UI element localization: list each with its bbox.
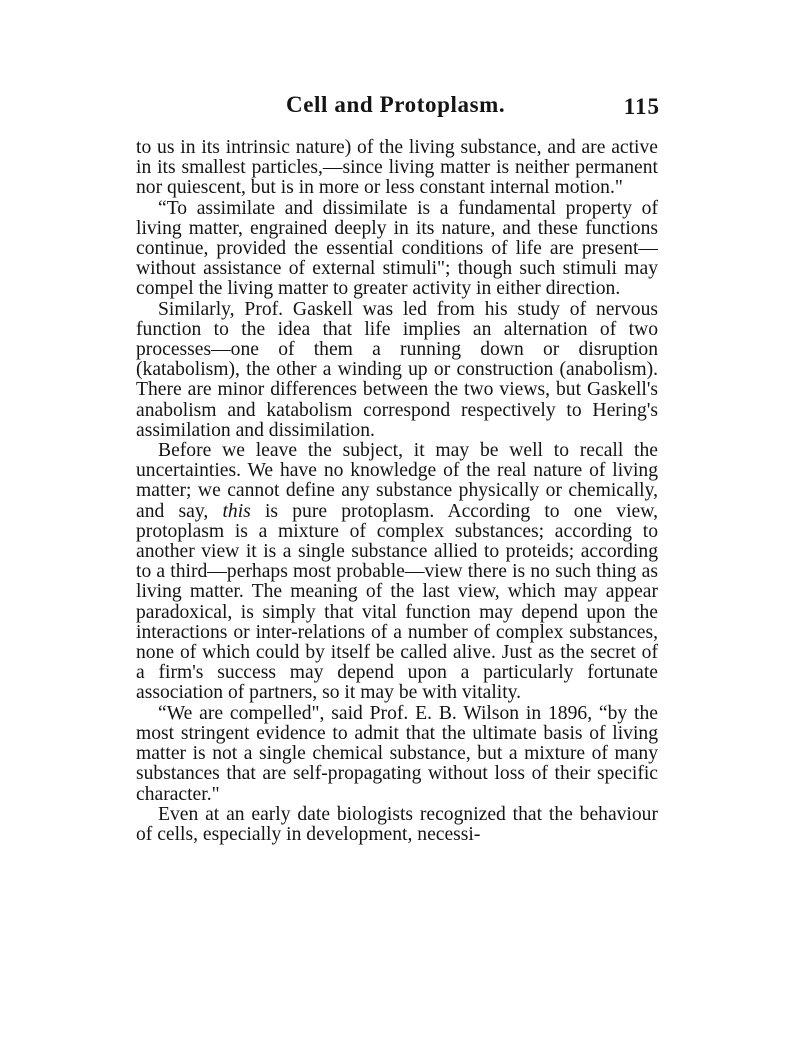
paragraph-uncertainties-after: is pure protoplasm. According to one view, protoplasm is a mixture of complex substances; according to another view it is a single substance allied to proteids; according to a third—perhaps most probable—view there is no such thing as living matter. The meaning of the last view, which may appear paradoxical, is simply that vital function may depend upon the interactions or inter-relations of a number of complex substances, none of which could by itself be called alive. Just as the secret of a firm's success may depend upon a particularly fortunate association of partners, so it may be with vitality. bbox=[136, 500, 658, 704]
body-text bbox=[136, 138, 658, 845]
emphasis-this: this bbox=[222, 500, 251, 522]
page-number: 115 bbox=[623, 94, 660, 119]
running-header bbox=[136, 92, 660, 128]
paragraph-quote-assimilate: “To assimilate and dissimilate is a fundamental property of living matter, engrained deeply in its nature, and these functions continue, provided the essential conditions of life are present—without assistance of external stimuli"; though such stimuli may compel the living matter to greater activity in either direction. bbox=[136, 197, 658, 300]
paragraph-wilson-quote: “We are compelled", said Prof. E. B. Wilson in 1896, “by the most stringent evidence to admit that the ultimate basis of living matter is not a single chemical substance, but a mixture of many substances that are self-propagating without loss of their specific character." bbox=[136, 702, 658, 805]
paragraph-continued: to us in its intrinsic nature) of the living substance, and are active in its smallest particles,—since living matter is neither permanent nor quiescent, but is in more or less constant internal motion." bbox=[136, 137, 658, 199]
running-title: Cell and Protoplasm. bbox=[286, 92, 506, 117]
paragraph-gaskell: Similarly, Prof. Gaskell was led from his study of nervous function to the idea that life implies an alternation of two processes—one of them a running down or disruption (katabolism), the other a winding up or construction (anabolism). There are minor differences between the two views, but Gaskell's anabolism and katabolism correspond respectively to Hering's assimilation and dissimilation. bbox=[136, 298, 658, 441]
paragraph-early-date: Even at an early date biologists recognized that the behaviour of cells, especially in development, necessi- bbox=[136, 803, 658, 845]
paragraph-uncertainties-before: Before we leave the subject, it may be well to recall the uncertainties. We have no knowledge of the real nature of living matter; we cannot define any substance physically or chemically, and say, bbox=[136, 440, 658, 522]
paragraph-uncertainties bbox=[136, 441, 658, 704]
